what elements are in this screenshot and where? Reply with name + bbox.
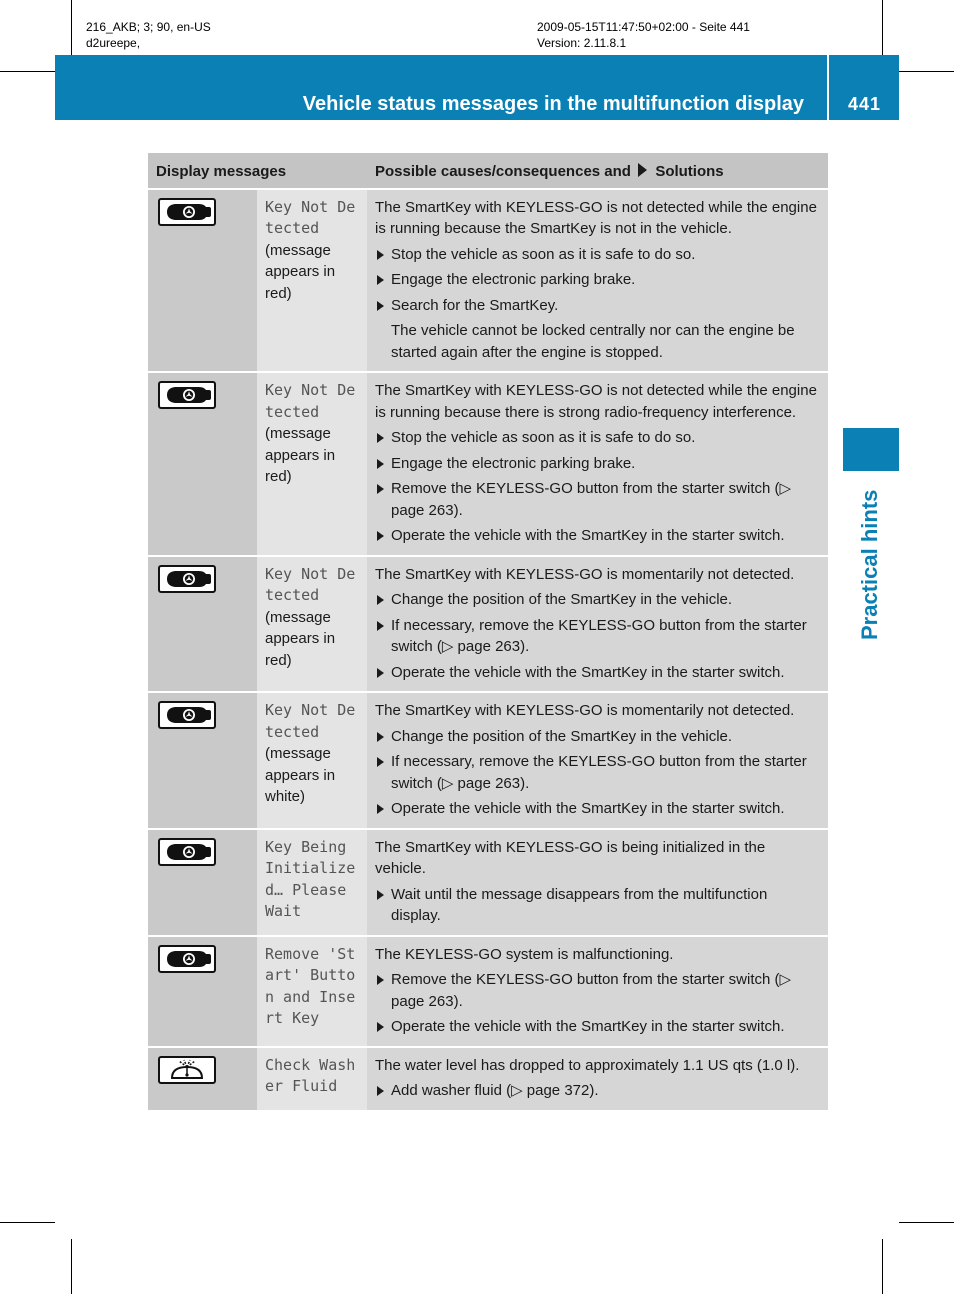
causes-solutions-cell — [367, 692, 828, 829]
washer-fluid-icon — [158, 1056, 257, 1084]
crop-mark — [71, 0, 72, 55]
crop-mark — [899, 71, 954, 72]
chapter-label-text: Practical hints — [857, 489, 882, 640]
message-color-note: (message appears in red) — [265, 608, 336, 669]
solutions-arrow-icon — [638, 163, 647, 177]
banner-divider — [827, 55, 829, 120]
causes-solutions-cell — [367, 829, 828, 936]
solution-step: If necessary, remove the KEYLESS-GO button from the starter switch (▷ page 263). — [375, 615, 820, 658]
smartkey-icon — [158, 838, 257, 866]
cause-text: The SmartKey with KEYLESS-GO is not detected while the engine is running because there is strong radio-frequency interference. — [375, 382, 817, 421]
cause-text: The KEYLESS-GO system is malfunctioning. — [375, 945, 674, 963]
solution-step: Operate the vehicle with the SmartKey in the starter switch. — [375, 525, 820, 547]
page-number: 441 — [847, 94, 882, 114]
table-row — [148, 692, 828, 829]
status-messages-table — [148, 153, 828, 1110]
print-meta-right — [537, 19, 750, 51]
section-title: Vehicle status messages in the multifunction display — [302, 93, 804, 115]
solution-step: Change the position of the SmartKey in the vehicle. — [375, 726, 820, 748]
crop-mark — [882, 1239, 883, 1294]
display-message-text: Check Washer Fluid — [265, 1055, 356, 1095]
solution-step: Remove the KEYLESS-GO button from the starter switch (▷ page 263). — [375, 969, 820, 1012]
solution-step: Operate the vehicle with the SmartKey in the starter switch. — [375, 798, 820, 820]
causes-solutions-cell — [367, 556, 828, 693]
section-banner — [55, 55, 899, 120]
solution-step: Change the position of the SmartKey in the vehicle. — [375, 589, 820, 611]
column-header-solutions-text: Solutions — [655, 163, 724, 180]
cause-text: The SmartKey with KEYLESS-GO is being initialized in the vehicle. — [375, 838, 766, 877]
display-icon-cell — [148, 189, 257, 373]
display-message-text: Key Being Initialized… Please Wait — [265, 837, 356, 920]
display-message-text: Key Not Detected — [265, 564, 356, 604]
table-row — [148, 372, 828, 556]
message-color-note: (message appears in white) — [265, 745, 336, 805]
display-message-cell — [257, 189, 367, 373]
column-header-causes-text: Possible causes/consequences and — [375, 163, 631, 180]
table-body — [148, 189, 828, 1110]
solution-step: Stop the vehicle as soon as it is safe to do so. — [375, 244, 820, 266]
display-icon-cell — [148, 372, 257, 556]
solution-step: Add washer fluid (▷ page 372). — [375, 1080, 820, 1102]
column-header-display: Display messages — [148, 153, 367, 189]
solution-step: Engage the electronic parking brake. — [375, 453, 820, 475]
display-message-cell — [257, 692, 367, 829]
smartkey-icon — [158, 198, 257, 226]
solution-step: Search for the SmartKey. — [375, 295, 820, 317]
cause-text: The water level has dropped to approximately 1.1 US qts (1.0 l). — [375, 1056, 800, 1074]
solution-step: If necessary, remove the KEYLESS-GO button from the starter switch (▷ page 263). — [375, 751, 820, 794]
message-color-note: (message appears in red) — [265, 425, 336, 485]
display-message-text: Key Not Detected — [265, 701, 356, 741]
crop-mark — [899, 1222, 954, 1223]
display-icon-cell — [148, 1047, 257, 1110]
cause-text: The SmartKey with KEYLESS-GO is not detected while the engine is running because the SmartKey is not in the vehicle. — [375, 198, 817, 237]
table-header-row — [148, 153, 828, 189]
display-icon-cell — [148, 936, 257, 1047]
solution-step: Engage the electronic parking brake. — [375, 269, 820, 291]
chapter-label — [855, 480, 887, 650]
print-meta-line: 216_AKB; 3; 90, en-US — [86, 20, 211, 34]
causes-solutions-cell — [367, 372, 828, 556]
solution-note: The vehicle cannot be locked centrally nor can the engine be started again after the engine is stopped. — [391, 322, 795, 361]
print-meta-line: 2009-05-15T11:47:50+02:00 - Seite 441 — [537, 20, 750, 34]
cause-text: The SmartKey with KEYLESS-GO is momentarily not detected. — [375, 565, 795, 583]
smartkey-icon — [158, 381, 257, 409]
column-header-causes — [367, 153, 828, 189]
chapter-tab — [843, 428, 899, 471]
print-meta-line: d2ureepe, — [86, 36, 141, 50]
solution-step: Remove the KEYLESS-GO button from the starter switch (▷ page 263). — [375, 478, 820, 521]
print-meta-line: Version: 2.11.8.1 — [537, 36, 627, 50]
solution-step: Wait until the message disappears from the multifunction display. — [375, 884, 820, 927]
display-message-cell — [257, 936, 367, 1047]
causes-solutions-cell — [367, 1047, 828, 1110]
display-message-cell — [257, 829, 367, 936]
crop-mark — [71, 1239, 72, 1294]
print-meta-left — [86, 19, 211, 51]
display-icon-cell — [148, 829, 257, 936]
cause-text: The SmartKey with KEYLESS-GO is momentarily not detected. — [375, 702, 795, 719]
display-icon-cell — [148, 556, 257, 693]
crop-mark — [0, 71, 55, 72]
display-message-text: Remove 'Start' Button and Insert Key — [265, 944, 356, 1027]
solution-step: Stop the vehicle as soon as it is safe to do so. — [375, 427, 820, 449]
display-message-cell — [257, 556, 367, 693]
solution-step: Operate the vehicle with the SmartKey in the starter switch. — [375, 1016, 820, 1038]
causes-solutions-cell — [367, 936, 828, 1047]
display-message-cell — [257, 1047, 367, 1110]
display-icon-cell — [148, 692, 257, 829]
table-row — [148, 189, 828, 373]
table-row — [148, 829, 828, 936]
display-message-text: Key Not Detected — [265, 197, 356, 237]
table-row — [148, 1047, 828, 1110]
table-row — [148, 556, 828, 693]
crop-mark — [0, 1222, 55, 1223]
smartkey-icon — [158, 565, 257, 593]
display-message-text: Key Not Detected — [265, 381, 356, 421]
solution-step: Operate the vehicle with the SmartKey in the starter switch. — [375, 662, 820, 684]
causes-solutions-cell — [367, 189, 828, 373]
smartkey-icon — [158, 701, 257, 729]
table-row — [148, 936, 828, 1047]
smartkey-icon — [158, 945, 257, 973]
message-color-note: (message appears in red) — [265, 241, 336, 302]
display-message-cell — [257, 372, 367, 556]
crop-mark — [882, 0, 883, 55]
